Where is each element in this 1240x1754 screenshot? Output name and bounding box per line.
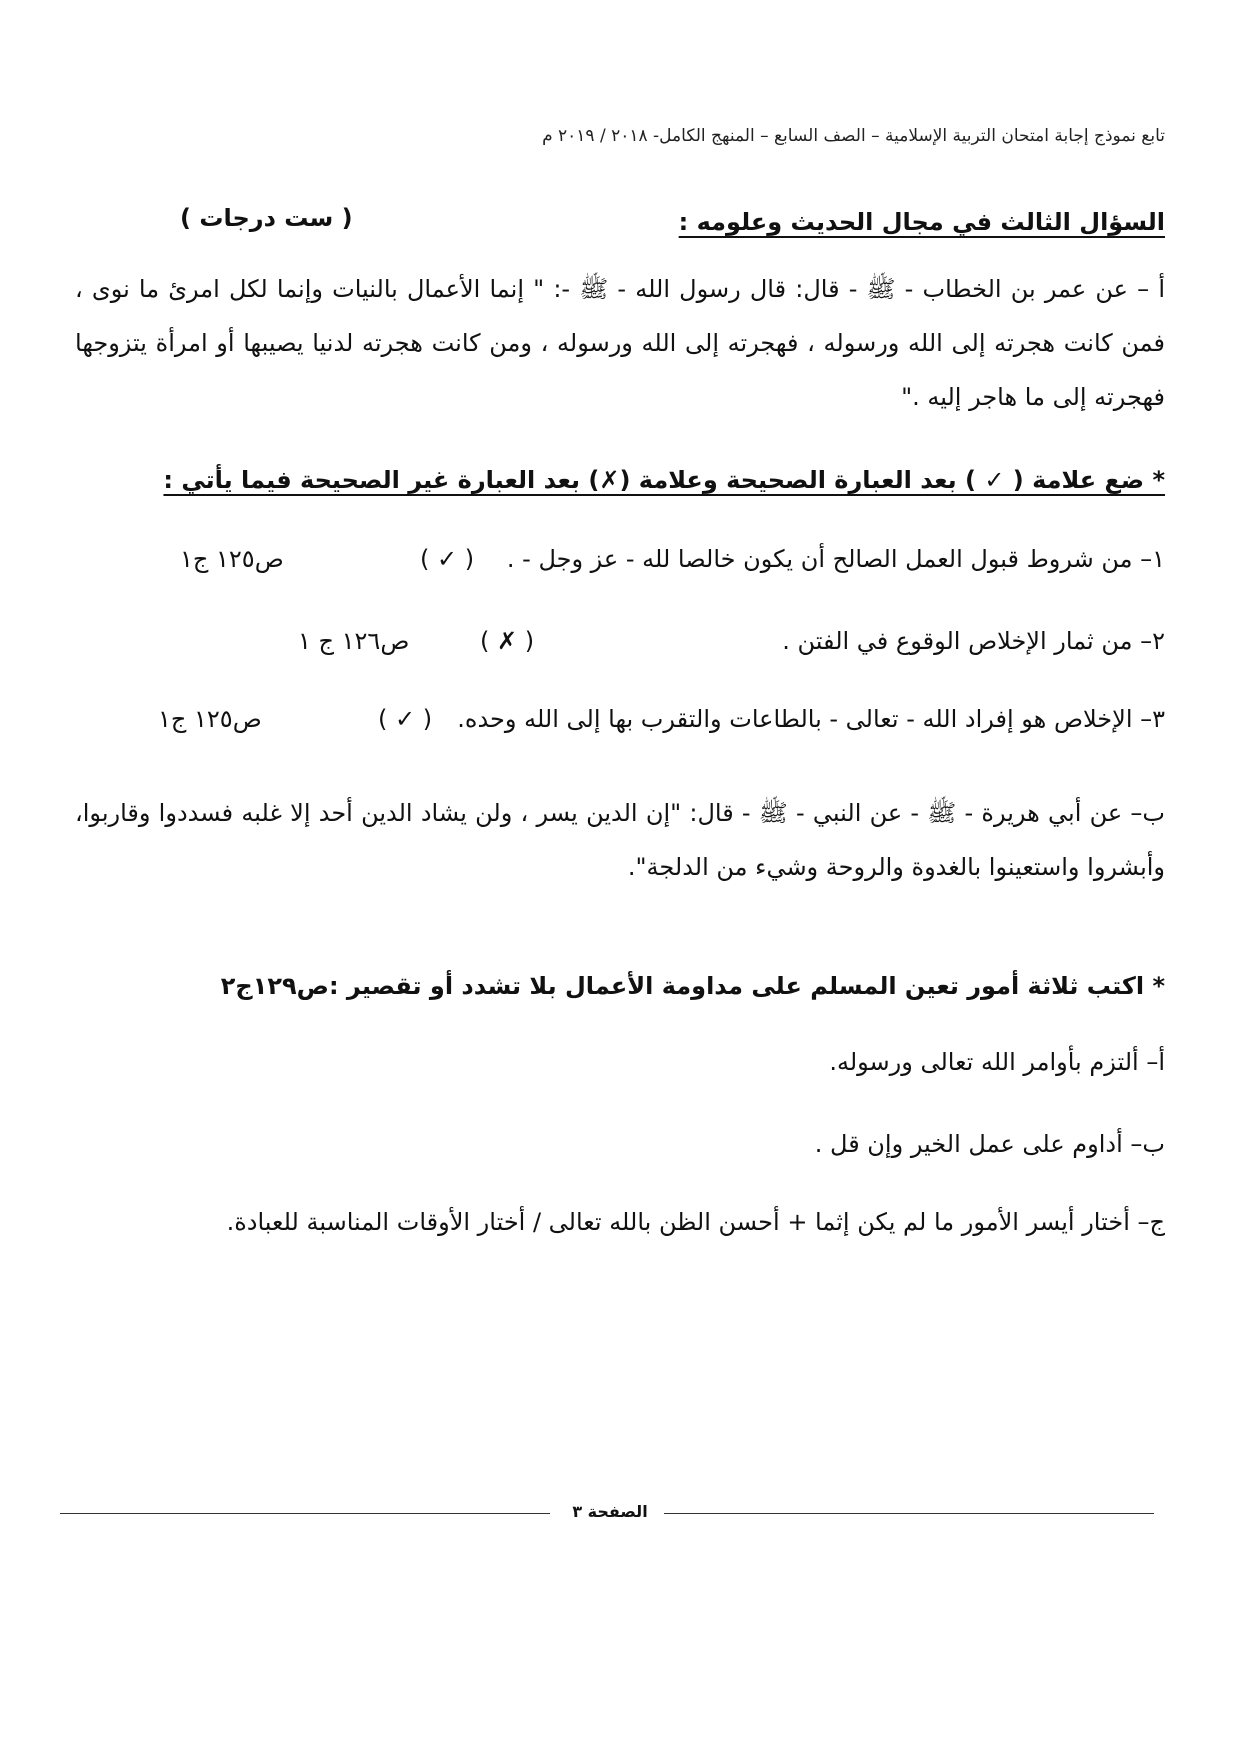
question-title: السؤال الثالث في مجال الحديث وعلومه :: [678, 208, 1165, 236]
footer-divider-right: [664, 1513, 1154, 1514]
page-reference: ص١٢٥ ج١: [180, 545, 284, 573]
page-number: الصفحة ٣: [572, 1502, 648, 1521]
question-marks: ( ست درجات ): [180, 204, 353, 232]
page-reference: ص١٢٥ ج١: [158, 705, 262, 733]
document-header: تابع نموذج إجابة امتحان التربية الإسلامية – الصف السابع – المنهج الكامل- ٢٠١٨ / ٢٠١٩ م: [542, 126, 1165, 146]
true-false-instruction: * ضع علامة ( ✓ ) بعد العبارة الصحيحة وعلامة (✗) بعد العبارة غير الصحيحة فيما يأتي :: [163, 466, 1165, 494]
write-three-instruction: * اكتب ثلاثة أمور تعين المسلم على مداومة الأعمال بلا تشدد أو تقصير :ص١٢٩ج٢: [220, 972, 1165, 1000]
check-mark-answer: ( ✓ ): [420, 545, 475, 573]
hadith-a-text: أ – عن عمر بن الخطاب - ﷺ - قال: قال رسول الله - ﷺ -: " إنما الأعمال بالنيات وإنما لكل امرئ ما نوى ، فمن كانت هجرته إلى الله ورسوله ، فهجرته إلى الله ورسوله ، ومن كانت هجرته لدنيا يصيبها أو امرأة يتزوجها فهجرته إلى ما هاجر إليه .": [75, 275, 1165, 411]
hadith-b-text: ب– عن أبي هريرة - ﷺ - عن النبي - ﷺ - قال: "إن الدين يسر ، ولن يشاد الدين أحد إلا غلبه فسددوا وقاربوا، وأبشروا واستعينوا بالغدوة والروحة وشيء من الدلجة".: [75, 799, 1165, 881]
check-mark-answer: ( ✓ ): [378, 705, 433, 733]
answer-item: ج– أختار أيسر الأمور ما لم يكن إثما + أحسن الظن بالله تعالى / أختار الأوقات المناسبة للعبادة.: [226, 1208, 1165, 1236]
footer-divider-left: [60, 1513, 550, 1514]
cross-mark-answer: ( ✗ ): [480, 627, 535, 655]
answer-item: ب– أداوم على عمل الخير وإن قل .: [814, 1130, 1165, 1158]
true-false-item: ٣– الإخلاص هو إفراد الله - تعالى - بالطاعات والتقرب بها إلى الله وحده.: [457, 705, 1165, 733]
true-false-item: ٢– من ثمار الإخلاص الوقوع في الفتن .: [782, 627, 1165, 655]
answer-item: أ– ألتزم بأوامر الله تعالى ورسوله.: [829, 1048, 1165, 1076]
page-reference: ص١٢٦ ج ١: [298, 627, 410, 655]
true-false-item: ١– من شروط قبول العمل الصالح أن يكون خالصا لله - عز وجل - .: [506, 545, 1165, 573]
